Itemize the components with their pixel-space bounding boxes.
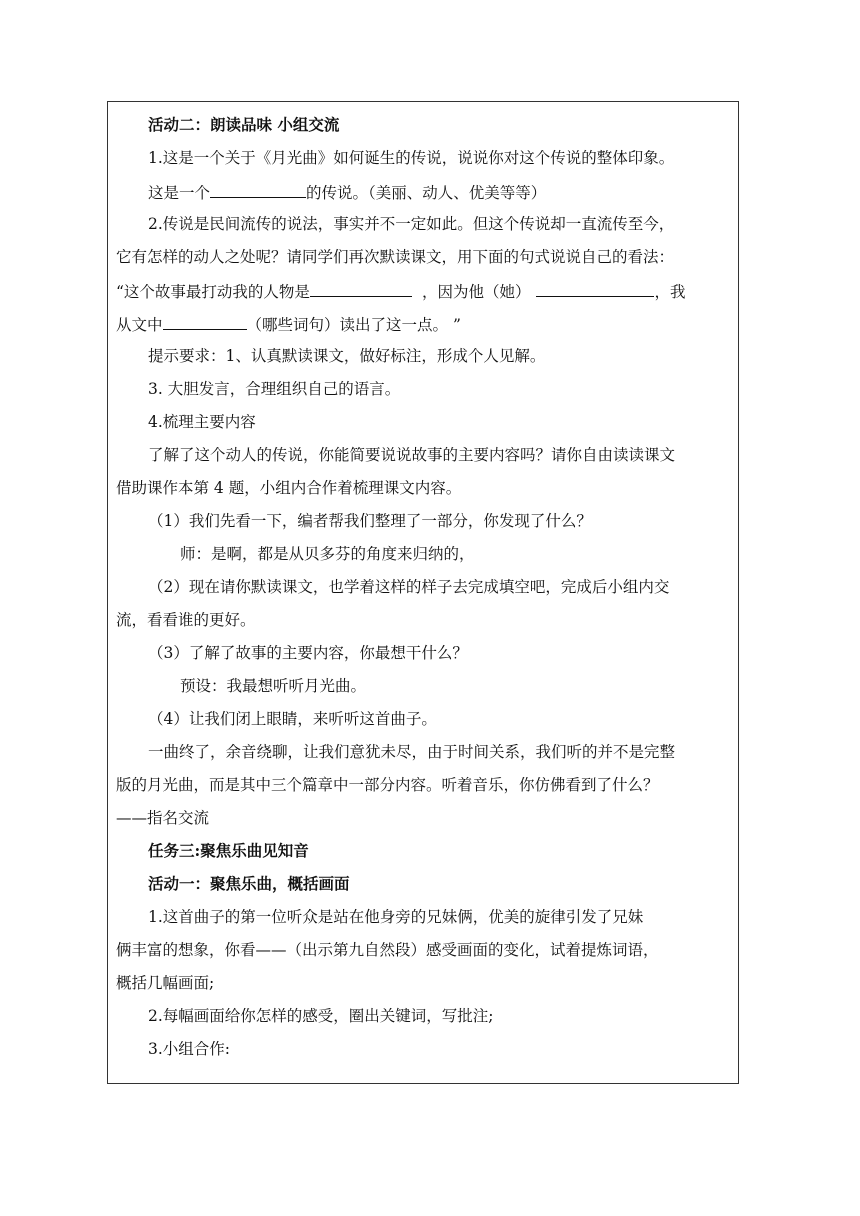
text-segment: 这是一个 [148, 184, 211, 202]
paragraph-line: 1.这首曲子的第一位听众是站在他身旁的兄妹俩，优美的旋律引发了兄妹 [148, 908, 644, 926]
paragraph-line: 3.小组合作: [148, 1040, 231, 1058]
paragraph-line: 4.梳理主要内容 [148, 413, 256, 431]
paragraph-line: 2.每幅画面给你怎样的感受，圈出关键词，写批注; [148, 1007, 494, 1025]
text-segment: ，我 [654, 283, 686, 301]
activity-heading: 活动二：朗读品味 小组交流 [148, 115, 340, 134]
fill-in-blank [536, 280, 654, 297]
paragraph-line: 师：是啊，都是从贝多芬的角度来归纳的， [180, 545, 475, 563]
paragraph-line: 俩丰富的想象，你看——（出示第九自然段）感受画面的变化，试着提炼词语， [116, 941, 659, 959]
paragraph-line [148, 181, 546, 203]
text-segment: （哪些词句）读出了这一点。 ” [246, 316, 461, 334]
task-heading: 任务三:聚焦乐曲见知音 [148, 841, 309, 860]
text-segment: ，因为他（她） [421, 283, 531, 301]
paragraph-line: 借助课作本第 4 题，小组内合作着梳理课文内容。 [116, 479, 462, 497]
text-segment: 从文中 [116, 316, 163, 334]
fill-in-blank [210, 181, 306, 198]
paragraph-line: 2.传说是民间流传的说法，事实并不一定如此。但这个传说却一直流传至今， [148, 215, 675, 233]
fill-in-blank [163, 313, 247, 330]
text-segment: “这个故事最打动我的人物是 [116, 283, 310, 301]
paragraph-line: 提示要求：1、认真默读课文，做好标注，形成个人见解。 [148, 347, 546, 365]
paragraph-line: 流，看看谁的更好。 [116, 611, 256, 629]
fill-in-blank [310, 280, 412, 297]
content-table-cell [107, 101, 739, 1084]
paragraph-line: 了解了这个动人的传说，你能简要说说故事的主要内容吗？请你自由读读课文 [148, 446, 676, 464]
paragraph-line: （2）现在请你默读课文，也学着这样的样子去完成填空吧，完成后小组内交 [148, 578, 670, 596]
text-segment: 的传说。（美丽、动人、优美等等） [306, 184, 547, 202]
paragraph-line: （4）让我们闭上眼睛，来听听这首曲子。 [148, 710, 437, 728]
paragraph-line: （1）我们先看一下，编者帮我们整理了一部分，你发现了什么？ [148, 512, 592, 530]
paragraph-line: 1.这是一个关于《月光曲》如何诞生的传说，说说你对这个传说的整体印象。 [148, 149, 675, 167]
paragraph-line: 预设：我最想听听月光曲。 [180, 677, 367, 695]
paragraph-line: （3）了解了故事的主要内容，你最想干什么？ [148, 644, 468, 662]
paragraph-line: 3. 大胆发言，合理组织自己的语言。 [148, 380, 401, 398]
paragraph-line [116, 280, 685, 302]
paragraph-line: ——指名交流 [116, 809, 210, 827]
paragraph-line: 一曲终了，余音绕聊，让我们意犹未尽，由于时间关系，我们听的并不是完整 [148, 743, 676, 761]
paragraph-line [116, 313, 461, 335]
paragraph-line: 它有怎样的动人之处呢？请同学们再次默读课文，用下面的句式说说自己的看法： [116, 248, 675, 266]
paragraph-line: 概括几幅画面; [116, 974, 215, 992]
paragraph-line: 版的月光曲，而是其中三个篇章中一部分内容。听着音乐，你仿佛看到了什么？ [116, 776, 659, 794]
activity-heading: 活动一：聚焦乐曲，概括画面 [148, 874, 350, 893]
